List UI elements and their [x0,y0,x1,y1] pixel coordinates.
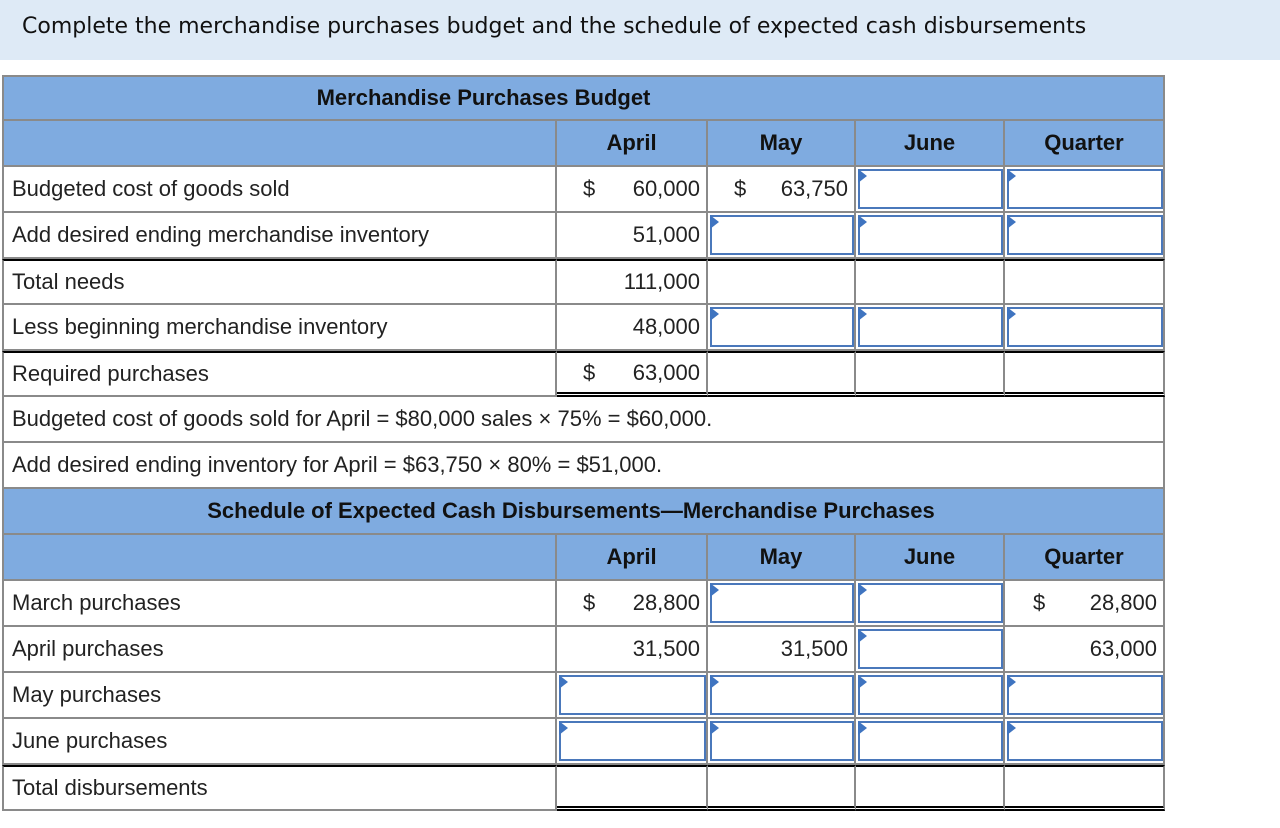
purchases-budget-amount-input-may[interactable] [708,213,856,259]
row-label-text: Required purchases [12,361,209,386]
amount-value: 28,800 [632,590,700,615]
cash-schedule-amount-input-april[interactable] [557,719,708,765]
amount-value: 63,000 [1089,636,1157,661]
amount-input-field[interactable] [559,675,706,715]
row-label [2,719,557,765]
purchases-budget-amount-cell-april [557,167,708,213]
explanation-note [2,443,1165,489]
purchases-budget-amount-cell-april [557,259,708,305]
cash-schedule-amount-cell-april [557,765,708,811]
column-label: April [606,130,657,155]
purchases-budget-amount-cell-may [708,167,856,213]
amount-input-field[interactable] [1007,307,1163,347]
row-label-text: Budgeted cost of goods sold [12,176,290,201]
column-label: June [903,130,956,155]
purchases-budget-amount-input-quarter[interactable] [1005,167,1165,213]
purchases-budget-amount-cell-quarter [1005,351,1165,397]
currency-symbol: $ [583,359,596,385]
amount-input-field[interactable] [1007,675,1163,715]
cash-schedule-amount-cell-quarter [1005,627,1165,673]
row-label [2,581,557,627]
cash-schedule-amount-cell-may [708,627,856,673]
amount-value: 111,000 [623,269,700,294]
row-label-text: March purchases [12,590,181,615]
row-label-text: Less beginning merchandise inventory [12,314,388,339]
amount-input-field[interactable] [858,307,1003,347]
purchases-budget-amount-cell-quarter [1005,259,1165,305]
cash-schedule-amount-input-june[interactable] [856,627,1005,673]
cash-schedule-col-header-june [856,535,1005,581]
column-label: June [903,544,956,569]
amount-value: 31,500 [780,636,848,661]
explanation-note [2,397,1165,443]
cash-schedule-amount-cell-april [557,581,708,627]
amount-input-field[interactable] [858,675,1003,715]
amount-input-field[interactable] [710,307,854,347]
cash-schedule-amount-input-june[interactable] [856,581,1005,627]
column-label: Quarter [1044,130,1124,155]
column-label: April [606,544,657,569]
amount-value: 28,800 [1089,590,1157,615]
cash-schedule-amount-cell-june [856,765,1005,811]
note-text: Add desired ending inventory for April = $63,750 × 80% = $51,000. [12,452,663,477]
cash-schedule-col-header-quarter [1005,535,1165,581]
purchases-budget-col-header-june [856,121,1005,167]
currency-symbol: $ [583,590,596,615]
purchases-budget-col-header-may [708,121,856,167]
purchases-budget-title [2,75,1165,121]
cash-schedule-amount-input-quarter[interactable] [1005,673,1165,719]
purchases-budget-amount-input-june[interactable] [856,167,1005,213]
row-label-text: Total disbursements [12,775,208,800]
amount-input-field[interactable] [710,583,854,623]
cash-schedule-amount-input-june[interactable] [856,673,1005,719]
cash-schedule-amount-cell-may [708,765,856,811]
purchases-budget-title-text: Merchandise Purchases Budget [316,85,651,110]
column-label: Quarter [1044,544,1124,569]
row-label-text: April purchases [12,636,164,661]
amount-value: 60,000 [632,176,700,201]
row-label [2,213,557,259]
purchases-budget-amount-cell-april [557,305,708,351]
purchases-budget-header-blank [2,121,557,167]
amount-input-field[interactable] [710,675,854,715]
purchases-budget-amount-input-june[interactable] [856,305,1005,351]
instruction-text: Complete the merchandise purchases budget and the schedule of expected cash disbursements [22,14,1087,39]
cash-schedule-amount-input-may[interactable] [708,581,856,627]
amount-input-field[interactable] [1007,169,1163,209]
cash-schedule-title [2,489,1165,535]
purchases-budget-amount-cell-may [708,351,856,397]
row-label-text: May purchases [12,682,162,707]
amount-input-field[interactable] [1007,215,1163,255]
amount-input-field[interactable] [858,169,1003,209]
currency-symbol: $ [583,176,596,201]
cash-schedule-col-header-april [557,535,708,581]
row-label [2,765,557,811]
cash-schedule-amount-cell-quarter [1005,581,1165,627]
purchases-budget-amount-cell-april [557,351,708,397]
purchases-budget-amount-input-quarter[interactable] [1005,213,1165,259]
column-label: May [759,544,803,569]
amount-value: 48,000 [632,314,700,339]
row-label [2,627,557,673]
amount-value: 51,000 [632,222,700,247]
purchases-budget-col-header-april [557,121,708,167]
purchases-budget-amount-cell-april [557,213,708,259]
row-label-text: Total needs [12,269,125,294]
column-label: May [759,130,803,155]
row-label-text: Add desired ending merchandise inventory [12,222,430,247]
row-label [2,351,557,397]
amount-value: 63,000 [632,359,700,385]
purchases-budget-amount-input-quarter[interactable] [1005,305,1165,351]
amount-input-field[interactable] [858,629,1003,669]
purchases-budget-amount-cell-june [856,259,1005,305]
purchases-budget-amount-input-may[interactable] [708,305,856,351]
cash-schedule-amount-input-may[interactable] [708,673,856,719]
cash-schedule-amount-input-april[interactable] [557,673,708,719]
cash-schedule-col-header-may [708,535,856,581]
amount-input-field[interactable] [559,721,706,761]
amount-input-field[interactable] [710,215,854,255]
amount-input-field[interactable] [710,721,854,761]
cash-schedule-amount-cell-april [557,627,708,673]
cash-schedule-amount-input-quarter[interactable] [1005,719,1165,765]
cash-schedule-title-text: Schedule of Expected Cash Disbursements—Merchandise Purchases [207,498,935,523]
row-label [2,673,557,719]
amount-value: 31,500 [632,636,700,661]
note-text: Budgeted cost of goods sold for April = $80,000 sales × 75% = $60,000. [12,406,713,431]
purchases-budget-amount-cell-may [708,259,856,305]
row-label-text: June purchases [12,728,168,753]
amount-input-field[interactable] [858,583,1003,623]
currency-symbol: $ [734,176,747,201]
purchases-budget-amount-cell-june [856,351,1005,397]
row-label [2,259,557,305]
cash-schedule-amount-input-june[interactable] [856,719,1005,765]
amount-input-field[interactable] [858,215,1003,255]
purchases-budget-amount-input-june[interactable] [856,213,1005,259]
instruction-banner [0,0,1280,60]
cash-schedule-header-blank [2,535,557,581]
row-label [2,305,557,351]
cash-schedule-amount-cell-quarter [1005,765,1165,811]
amount-input-field[interactable] [858,721,1003,761]
amount-input-field[interactable] [1007,721,1163,761]
cash-schedule-amount-input-may[interactable] [708,719,856,765]
purchases-budget-col-header-quarter [1005,121,1165,167]
amount-value: 63,750 [780,176,848,201]
currency-symbol: $ [1033,590,1046,615]
row-label [2,167,557,213]
